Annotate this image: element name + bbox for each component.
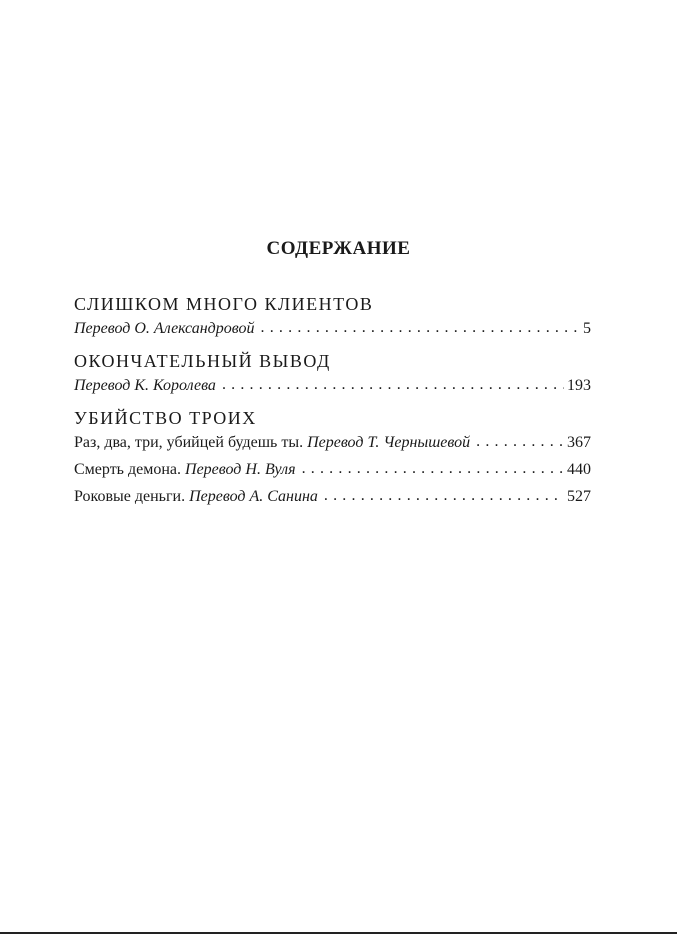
entry-page-number: 440 [567, 461, 591, 478]
section-title: ОКОНЧАТЕЛЬНЫЙ ВЫВОД [74, 351, 331, 371]
entry-translator: Перевод А. Санина [189, 488, 318, 505]
toc-heading: СОДЕРЖАНИЕ [266, 238, 411, 259]
entry-title: Роковые деньги. [74, 488, 186, 505]
toc-section [74, 406, 591, 509]
toc-entry[interactable] [74, 458, 591, 482]
dot-leader [476, 430, 564, 454]
entry-translator: Перевод Н. Вуля [185, 461, 296, 478]
dot-leader [261, 316, 580, 340]
entry-title: Смерть демона. [74, 461, 182, 478]
toc-entry[interactable] [74, 317, 591, 341]
entry-translator: Перевод О. Александровой [74, 320, 255, 337]
section-title: УБИЙСТВО ТРОИХ [74, 408, 257, 428]
toc-section [74, 292, 591, 341]
entry-translator: Перевод К. Королева [74, 377, 216, 394]
dot-leader [302, 457, 564, 481]
entry-page-number: 193 [567, 377, 591, 394]
entry-title: Раз, два, три, убийцей будешь ты. [74, 434, 304, 451]
toc-entry[interactable] [74, 374, 591, 398]
table-of-contents [74, 292, 591, 517]
toc-section [74, 349, 591, 398]
entry-page-number: 527 [567, 488, 591, 505]
toc-entry[interactable] [74, 431, 591, 455]
dot-leader [222, 373, 564, 397]
section-title: СЛИШКОМ МНОГО КЛИЕНТОВ [74, 294, 374, 314]
dot-leader [324, 484, 564, 508]
entry-translator: Перевод Т. Чернышевой [307, 434, 471, 451]
page-bottom-edge [0, 932, 677, 934]
entry-page-number: 5 [583, 320, 591, 337]
toc-entry[interactable] [74, 485, 591, 509]
entry-page-number: 367 [567, 434, 591, 451]
